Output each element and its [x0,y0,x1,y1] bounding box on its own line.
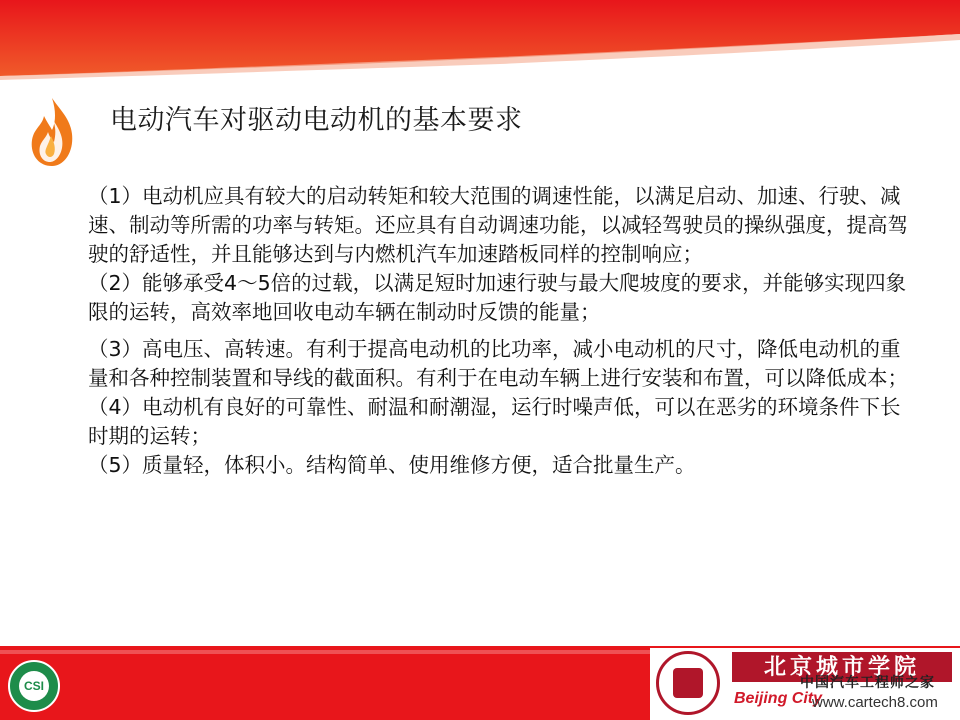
requirement-4: （4）电动机有良好的可靠性、耐温和耐潮湿，运行时噪声低，可以在恶劣的环境条件下长时期的运转； [88,395,901,448]
csi-logo [8,660,60,712]
requirement-1: （1）电动机应具有较大的启动转矩和较大范围的调速性能，以满足启动、加速、行驶、减速、制动等所需的功率与转矩。还应具有自动调速功能，以减轻驾驶员的操纵强度，提高驾驶的舒适性，并且能够达到与内燃机汽车加速踏板同样的控制响应； [88,184,908,266]
slide-body [88,182,908,480]
requirement-5: （5）质量轻，体积小。结构简单、使用维修方便，适合批量生产。 [88,453,696,477]
slide-title: 电动汽车对驱动电动机的基本要求 [110,105,523,136]
csi-logo-text: CSI [19,671,49,701]
requirement-3: （3）高电压、高转速。有利于提高电动机的比功率，减小电动机的尺寸，降低电动机的重量和各种控制装置和导线的截面积。有利于在电动车辆上进行安装和布置，可以降低成本； [88,337,908,390]
university-name-en: Beijing City [734,690,823,707]
seal-building-icon [673,668,703,698]
requirement-2: （2）能够承受4～5倍的过载，以满足短时加速行驶与最大爬坡度的要求，并能够实现四象限的运转，高效率地回收电动车辆在制动时反馈的能量； [88,271,907,324]
university-seal [656,651,720,715]
watermark-cn: 中国汽车工程师之家 [800,675,935,691]
top-banner [0,0,960,80]
watermark-url: www.cartech8.com [812,694,938,711]
university-name-cn: 北京城市学院 [732,652,952,682]
flame-icon [26,96,78,168]
